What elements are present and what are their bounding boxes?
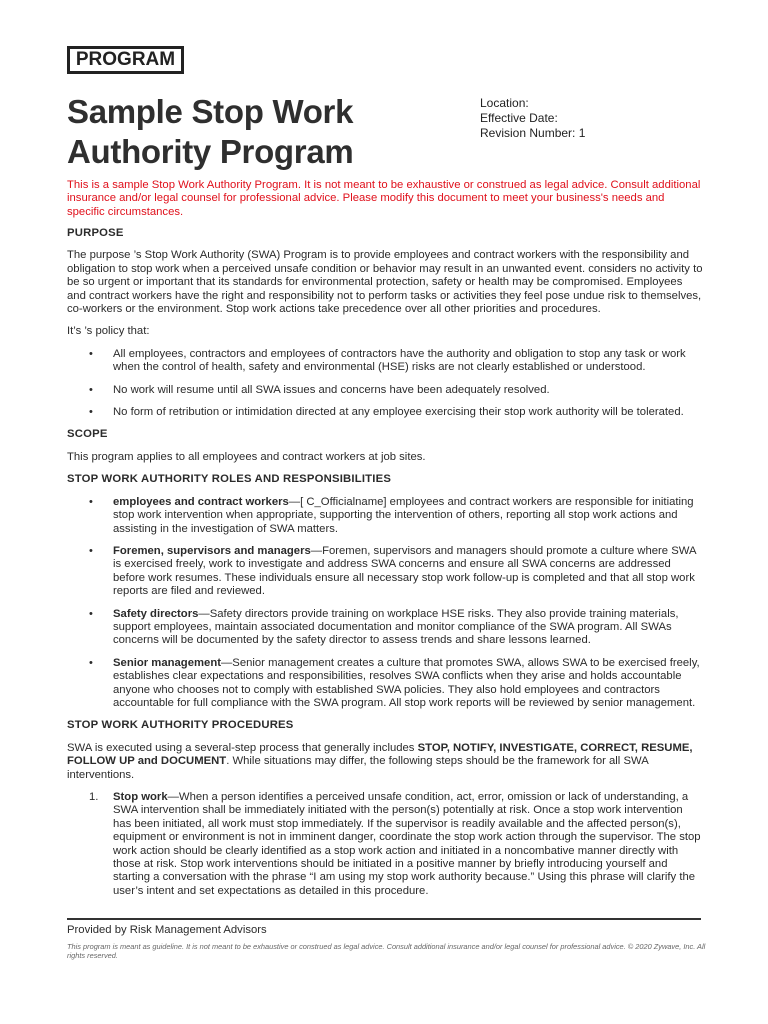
footer-divider bbox=[67, 918, 701, 920]
footer-fine-print: This program is meant as guideline. It is not meant to be exhaustive or construed as legal advice. Consult additional insurance and/or legal counsel for professional advice. © 2020 Zywave, Inc. All rights reserved. bbox=[67, 942, 706, 961]
bullet-icon: • bbox=[89, 544, 93, 557]
purpose-heading: PURPOSE bbox=[67, 227, 124, 239]
list-item: 1. Stop work—When a person identifies a perceived unsafe condition, act, error, omission or lack of understanding, a SWA intervention shall be immediately initiated with the person(s) potentially at risk. Once a stop work intervention has been initiated, all work must stop immediately. If the supervisor is readily available and the affected person(s), equipment or environment is not in imminent danger, coordinate the stop work action through the supervisor. The stop work action should be clearly identified as a stop work action and initiated in a noncombative manner directly with those at risk. Stop work interventions should be initiated in a positive manner by briefly introducing yourself and starting a conversation with the phrase “I am using my stop work authority because.” Using this phrase will clarify the user’s intent and set expectations as detailed in this procedure. bbox=[89, 791, 701, 897]
effective-date-label: Effective Date: bbox=[480, 111, 558, 125]
bullet-icon: • bbox=[89, 607, 93, 620]
policy-intro: It’s ’s policy that: bbox=[67, 325, 150, 338]
document-body bbox=[67, 227, 703, 907]
bullet-icon: • bbox=[89, 656, 93, 669]
program-badge: PROGRAM bbox=[67, 46, 184, 74]
procedures-intro: SWA is executed using a several-step process that generally includes STOP, NOTIFY, INVESTIGATE, CORRECT, RESUME, FOLLOW UP and DOCUMENT. While situations may differ, the following steps should be the framework for all SWA interventions. bbox=[67, 741, 693, 781]
location-label: Location: bbox=[480, 96, 529, 110]
bullet-icon: • bbox=[89, 495, 93, 508]
roles-list bbox=[67, 496, 703, 711]
list-item: • employees and contract workers—[ C_Officialname] employees and contract workers are responsible for initiating stop work intervention when appropriate, supporting the intervention of others, reporting all stop work actions and assisting in the investigation of SWA matters. bbox=[89, 495, 694, 535]
revision-number: Revision Number: 1 bbox=[480, 126, 586, 140]
procedures-heading: STOP WORK AUTHORITY PROCEDURES bbox=[67, 719, 294, 732]
policy-list bbox=[67, 348, 703, 420]
provided-by: Provided by Risk Management Advisors bbox=[67, 924, 267, 936]
document-meta bbox=[480, 96, 585, 141]
list-item: • Foremen, supervisors and managers—Foremen, supervisors and managers should promote a culture where SWA is exercised freely, work to investigate and address SWA concerns and ensure all SWA concerns are addressed before work resumes. These individuals ensure all necessary stop work follow-up is completed and that all stop work reports are filed and reviewed. bbox=[89, 544, 696, 598]
roles-heading: STOP WORK AUTHORITY ROLES AND RESPONSIBILITIES bbox=[67, 473, 392, 486]
list-item: • Senior management—Senior management creates a culture that promotes SWA, allows SWA to be exercised freely, establishes clear expectations and responsibilities, resolves SWA conflicts when they arise and holds accountable anyone who chooses not to comply with established SWA policies. They also hold employees and contractors accountable for full compliance with the SWA program. All stop work reports will be reviewed by senior management. bbox=[89, 656, 700, 709]
bullet-icon: • bbox=[89, 383, 93, 396]
list-item: • No form of retribution or intimidation directed at any employee exercising their stop work authority will be tolerated. bbox=[89, 406, 684, 419]
page-title: Sample Stop Work Authority Program bbox=[67, 93, 354, 170]
list-item: • Safety directors—Safety directors provide training on workplace HSE risks. They also provide training materials, support employees, maintain associated documentation and monitor compliance of the SWA program. All SWAs concerns will be documented by the safety director to assess trends and share lessons learned. bbox=[89, 607, 679, 647]
scope-heading: SCOPE bbox=[67, 428, 108, 441]
purpose-text: The purpose ’s Stop Work Authority (SWA) Program is to provide employees and contract workers with the responsibility and obligation to stop work when a perceived unsafe condition or behavior may result in an unwanted event. considers no activity to be so urgent or important that its standards for environmental protection, safety or health may be compromised. Employees and contract workers have the right and responsibility not to perform tasks or activities they feel pose undue risk to themselves, co-workers or the environment. Stop work actions take precedence over all other priorities and procedures. bbox=[67, 249, 703, 316]
disclaimer-text: This is a sample Stop Work Authority Program. It is not meant to be exhaustive or construed as legal advice. Consult additional insurance and/or legal counsel for professional advice. Please modify this document to meet your business's needs and specific circumstances. bbox=[67, 179, 701, 218]
list-item: • All employees, contractors and employees of contractors have the authority and obligation to stop any task or work when the control of health, safety and environmental (HSE) risks are not clearly established or understood. bbox=[89, 347, 686, 374]
procedures-steps bbox=[67, 791, 703, 898]
bullet-icon: • bbox=[89, 406, 93, 419]
scope-text: This program applies to all employees and contract workers at job sites. bbox=[67, 450, 426, 463]
list-item: • No work will resume until all SWA issues and concerns have been adequately resolved. bbox=[89, 383, 550, 396]
bullet-icon: • bbox=[89, 347, 93, 360]
